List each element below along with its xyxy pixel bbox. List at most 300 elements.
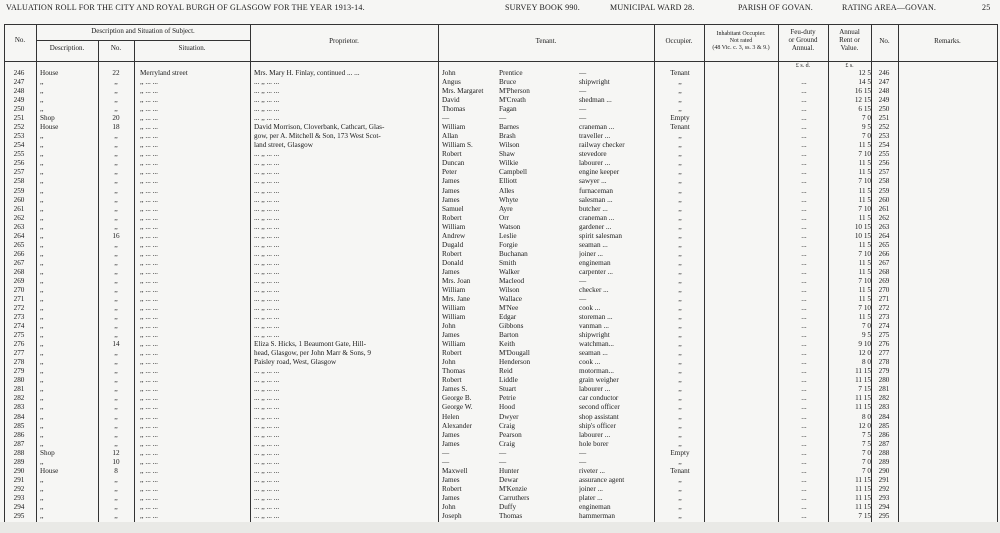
table-row [0,385,1000,394]
tenant-first-name: Alexander [442,421,472,430]
tenant-occupation: gardener ... [579,222,612,231]
table-row [0,431,1000,440]
feu-duty-cell: ... [801,439,807,448]
annual-rent-cell: 7 10 [858,304,871,313]
annual-rent-cell: 11 15 [855,394,871,403]
row-number: 247 [13,78,25,87]
tenant-surname: Craig [499,439,515,448]
row-number-right: 295 [878,511,890,520]
occupier-cell: ,, [678,367,682,376]
row-number: 273 [13,313,25,322]
table-row [0,78,1000,87]
annual-rent-cell: 11 5 [858,168,871,177]
tenant-occupation: seaman ... [579,240,608,249]
survey-book: SURVEY BOOK 990. [505,3,580,12]
occupier-cell: ,, [678,304,682,313]
occupier-cell: ,, [678,168,682,177]
situation-cell: ,, ... ... [140,276,158,285]
row-number: 284 [13,412,25,421]
tenant-first-name: Allan [442,132,458,141]
row-number: 285 [13,421,25,430]
occupier-cell: Tenant [670,123,690,132]
table-header [0,24,1000,62]
col-header-inhabitant [704,31,778,52]
street-number-cell: 14 [112,340,120,349]
occupier-cell: ,, [678,159,682,168]
description-cell: ,, [40,132,44,141]
row-number-right: 277 [878,349,890,358]
tenant-surname: Dwyer [499,412,519,421]
street-number-cell: 12 [112,448,120,457]
street-number-cell: ,, [114,240,118,249]
tenant-occupation: joiner ... [579,249,603,258]
row-number: 257 [13,168,25,177]
row-number-right: 274 [878,322,890,331]
proprietor-cell: ... ,, ... ... [254,96,280,105]
tenant-occupation: motorman... [579,367,614,376]
description-cell: ,, [40,412,44,421]
row-number: 286 [13,430,25,439]
tenant-first-name: James [442,267,460,276]
occupier-cell: ,, [678,231,682,240]
description-cell: ,, [40,222,44,231]
table-row [0,304,1000,313]
tenant-occupation: car conductor [579,394,619,403]
tenant-surname: Walker [499,267,520,276]
description-cell: ,, [40,358,44,367]
row-number-right: 282 [878,394,890,403]
tenant-occupation: joiner ... [579,484,603,493]
tenant-surname: Shaw [499,150,515,159]
street-number-cell: ,, [114,150,118,159]
feu-duty-cell: ... [801,213,807,222]
page-number: 25 [982,3,991,12]
tenant-surname: Stuart [499,385,517,394]
table-row [0,87,1000,96]
tenant-surname: Macleod [499,276,525,285]
description-cell: ,, [40,340,44,349]
tenant-surname: Gibbons [499,322,524,331]
tenant-surname: Barton [499,331,519,340]
row-number-right: 268 [878,267,890,276]
tenant-first-name: James [442,331,460,340]
situation-cell: ,, ... ... [140,186,158,195]
tenant-first-name: James [442,439,460,448]
proprietor-cell: ... ,, ... ... [254,457,280,466]
street-number-cell: ,, [114,168,118,177]
proprietor-cell: ... ,, ... ... [254,258,280,267]
tenant-first-name: Robert [442,349,462,358]
street-number-cell: ,, [114,258,118,267]
description-cell: ,, [40,457,44,466]
row-number: 266 [13,249,25,258]
proprietor-cell: ... ,, ... ... [254,304,280,313]
table-row [0,105,1000,114]
table-row [0,286,1000,295]
description-cell: ,, [40,349,44,358]
row-number: 265 [13,240,25,249]
tenant-occupation: — [579,87,587,96]
row-number: 291 [13,475,25,484]
tenant-first-name: — [442,448,450,457]
tenant-occupation: checker ... [579,285,609,294]
row-number: 282 [13,394,25,403]
proprietor-cell: ... ,, ... ... [254,105,280,114]
tenant-occupation: hole borer [579,439,609,448]
proprietor-cell: ... ,, ... ... [254,177,280,186]
situation-cell: ,, ... ... [140,502,158,511]
street-number-cell: ,, [114,195,118,204]
description-cell: ,, [40,511,44,520]
col-header-occupier: Occupier. [665,37,693,45]
tenant-surname: M'Dougall [499,349,530,358]
feu-duty-cell: ... [801,159,807,168]
proprietor-cell: land street, Glasgow [254,141,313,150]
description-cell: ,, [40,78,44,87]
annual-rent-cell: 11 15 [855,367,871,376]
annual-rent-cell: 11 5 [858,141,871,150]
occupier-cell: ,, [678,376,682,385]
row-number: 270 [13,285,25,294]
tenant-occupation: — [579,105,587,114]
table-row [0,232,1000,241]
description-cell: ,, [40,304,44,313]
table-row [0,123,1000,132]
description-cell: ,, [40,322,44,331]
tenant-first-name: William [442,285,466,294]
description-cell: ,, [40,267,44,276]
situation-cell: ,, ... ... [140,484,158,493]
occupier-cell: ,, [678,421,682,430]
street-number-cell: ,, [114,322,118,331]
proprietor-cell: ... ,, ... ... [254,421,280,430]
tenant-first-name: Mrs. Joan [442,276,471,285]
tenant-first-name: Mrs. Margaret [442,87,484,96]
feu-duty-cell: ... [801,484,807,493]
row-number-right: 260 [878,195,890,204]
roll-title: VALUATION ROLL FOR THE CITY AND ROYAL BURGH OF GLASGOW FOR THE YEAR 1913-14. [6,3,365,12]
tenant-occupation: railway checker [579,141,625,150]
description-cell: ,, [40,186,44,195]
row-number: 274 [13,322,25,331]
situation-cell: ,, ... ... [140,313,158,322]
feu-duty-cell: ... [801,204,807,213]
table-row [0,241,1000,250]
tenant-surname: Duffy [499,502,517,511]
tenant-first-name: Robert [442,376,462,385]
row-number: 263 [13,222,25,231]
proprietor-cell: ... ,, ... ... [254,385,280,394]
tenant-surname: Carruthers [499,493,530,502]
description-cell: ,, [40,376,44,385]
description-cell: ,, [40,276,44,285]
description-cell: ,, [40,141,44,150]
tenant-first-name: David [442,96,460,105]
table-row [0,503,1000,512]
municipal-ward: MUNICIPAL WARD 28. [610,3,695,12]
tenant-occupation: shedman ... [579,96,612,105]
tenant-first-name: Thomas [442,367,466,376]
occupier-cell: ,, [678,150,682,159]
situation-cell: ,, ... ... [140,123,158,132]
row-number: 288 [13,448,25,457]
tenant-surname: Edgar [499,313,517,322]
street-number-cell: ,, [114,213,118,222]
description-cell: ,, [40,177,44,186]
description-cell: ,, [40,394,44,403]
street-number-cell: ,, [114,304,118,313]
row-number-right: 261 [878,204,890,213]
street-number-cell: ,, [114,222,118,231]
tenant-occupation: spirit salesman [579,231,622,240]
tenant-first-name: John [442,69,456,77]
row-number: 281 [13,385,25,394]
tenant-surname: Campbell [499,168,527,177]
proprietor-cell: ... ,, ... ... [254,493,280,502]
row-number-right: 246 [878,69,890,77]
row-number-right: 247 [878,78,890,87]
row-number-right: 255 [878,150,890,159]
tenant-first-name: James [442,475,460,484]
description-cell: ,, [40,430,44,439]
street-number-cell: 16 [112,231,120,240]
situation-cell: ,, ... ... [140,96,158,105]
row-number: 262 [13,213,25,222]
tenant-first-name: William [442,123,466,132]
tenant-surname: Dewar [499,475,519,484]
col-header-situation: Situation. [178,44,206,52]
proprietor-cell: ... ,, ... ... [254,150,280,159]
street-number-cell: ,, [114,159,118,168]
annual-rent-cell: 11 5 [858,240,871,249]
occupier-cell: ,, [678,475,682,484]
feu-duty-cell: ... [801,511,807,520]
feu-duty-cell: ... [801,295,807,303]
situation-cell: ,, ... ... [140,231,158,240]
inhabitant-line-2: Not rated [729,38,753,44]
tenant-first-name: Maxwell [442,466,468,475]
situation-cell: ,, ... ... [140,475,158,484]
tenant-occupation: shipwright [579,331,610,340]
situation-cell: ,, ... ... [140,258,158,267]
annual-rent-cell: 11 15 [855,403,871,412]
tenant-occupation: craneman ... [579,123,615,132]
occupier-cell: ,, [678,322,682,331]
tenant-first-name: Dugald [442,240,464,249]
table-row [0,96,1000,105]
proprietor-cell: ... ,, ... ... [254,484,280,493]
description-cell: ,, [40,213,44,222]
tenant-first-name: George B. [442,394,472,403]
parish: PARISH OF GOVAN. [738,3,814,12]
table-row [0,449,1000,458]
page-bottom-margin [0,522,1000,533]
feu-duty-cell: ... [801,276,807,285]
row-number-right: 264 [878,231,890,240]
situation-cell: ,, ... ... [140,204,158,213]
occupier-cell: ,, [678,412,682,421]
occupier-cell: ,, [678,331,682,340]
proprietor-cell: ... ,, ... ... [254,231,280,240]
annual-rent-cell: 7 0 [862,132,871,141]
row-number: 287 [13,439,25,448]
tenant-surname: Brash [499,132,516,141]
tenant-occupation: sawyer ... [579,177,607,186]
row-number-right: 287 [878,439,890,448]
table-row [0,150,1000,159]
annual-rent-cell: 7 5 [862,430,871,439]
tenant-first-name: — [442,457,450,466]
tenant-first-name: Robert [442,150,462,159]
tenant-surname: — [499,114,507,123]
tenant-first-name: Samuel [442,204,464,213]
proprietor-cell: Eliza S. Hicks, 1 Beaumont Gate, Hill- [254,340,366,349]
feu-duty-cell: ... [801,367,807,376]
tenant-occupation: vanman ... [579,322,609,331]
tenant-first-name: Donald [442,258,464,267]
street-number-cell: ,, [114,87,118,96]
street-number-cell: ,, [114,475,118,484]
feu-duty-cell: ... [801,376,807,385]
row-number-right: 292 [878,484,890,493]
feu-duty-cell: ... [801,222,807,231]
table-row [0,376,1000,385]
tenant-surname: — [499,457,507,466]
description-cell: ,, [40,313,44,322]
row-number: 276 [13,340,25,349]
tenant-first-name: Helen [442,412,460,421]
row-number: 279 [13,367,25,376]
feu-duty-cell: ... [801,150,807,159]
description-cell: ,, [40,285,44,294]
table-row [0,250,1000,259]
occupier-cell: Tenant [670,69,690,77]
proprietor-cell: ... ,, ... ... [254,412,280,421]
occupier-cell: ,, [678,222,682,231]
street-number-cell: 20 [112,114,120,123]
row-number: 293 [13,493,25,502]
occupier-cell: ,, [678,213,682,222]
tenant-first-name: Duncan [442,159,465,168]
inhabitant-line-1: Inhabitant Occupier. [716,31,766,37]
annual-rent-cell: 11 5 [858,313,871,322]
proprietor-cell: Paisley road, West, Glasgow [254,358,337,367]
feu-duty-cell: ... [801,249,807,258]
proprietor-cell: gow, per A. Mitchell & Son, 173 West Scot- [254,132,381,141]
situation-cell: ,, ... ... [140,322,158,331]
row-number: 259 [13,186,25,195]
feu-duty-cell: ... [801,96,807,105]
situation-cell: ,, ... ... [140,195,158,204]
situation-cell: ,, ... ... [140,240,158,249]
tenant-first-name: — [442,114,450,123]
row-number-right: 278 [878,358,890,367]
tenant-surname: Wilson [499,285,520,294]
annual-rent-cell: 9 5 [862,331,871,340]
row-number-right: 281 [878,385,890,394]
annual-rent-cell: 12 0 [858,349,871,358]
col-header-no: No. [14,36,26,44]
proprietor-cell: ... ,, ... ... [254,367,280,376]
occupier-cell: ,, [678,258,682,267]
table-row [0,367,1000,376]
tenant-surname: Barnes [499,123,519,132]
street-number-cell: ,, [114,358,118,367]
occupier-cell: ,, [678,96,682,105]
street-number-cell: ,, [114,204,118,213]
feu-line-3: Annual. [791,44,815,52]
tenant-occupation: shipwright [579,78,610,87]
annual-rent-cell: 10 15 [854,222,871,231]
tenant-first-name: William [442,304,466,313]
situation-cell: ,, ... ... [140,511,158,520]
street-number-cell: ,, [114,502,118,511]
street-number-cell: ,, [114,385,118,394]
occupier-cell: ,, [678,457,682,466]
row-number: 264 [13,231,25,240]
table-row [0,159,1000,168]
occupier-cell: ,, [678,358,682,367]
proprietor-cell: ... ,, ... ... [254,159,280,168]
row-number-right: 267 [878,258,890,267]
tenant-occupation: — [579,114,587,123]
tenant-occupation: watchman... [579,340,614,349]
proprietor-cell: ... ,, ... ... [254,430,280,439]
occupier-cell: ,, [678,430,682,439]
tenant-occupation: riveter ... [579,466,605,475]
row-number-right: 269 [878,276,890,285]
proprietor-cell: ... ,, ... ... [254,222,280,231]
situation-cell: ,, ... ... [140,249,158,258]
row-number: 269 [13,276,25,285]
occupier-cell: ,, [678,195,682,204]
feu-duty-cell: ... [801,123,807,132]
occupier-cell: ,, [678,439,682,448]
proprietor-cell: ... ,, ... ... [254,285,280,294]
description-cell: ,, [40,96,44,105]
occupier-cell: Empty [670,114,690,123]
proprietor-cell: ... ,, ... ... [254,213,280,222]
occupier-cell: ,, [678,132,682,141]
table-row [0,485,1000,494]
table-row [0,187,1000,196]
description-cell: House [40,69,59,77]
tenant-first-name: William [442,313,466,322]
tenant-occupation: cook ... [579,358,601,367]
street-number-cell: ,, [114,141,118,150]
row-number-right: 266 [878,249,890,258]
tenant-surname: Henderson [499,358,531,367]
proprietor-cell: ... ,, ... ... [254,195,280,204]
col-header-number: No. [110,44,122,52]
feu-money-units: £ s. d. [795,63,811,69]
row-number-right: 290 [878,466,890,475]
street-number-cell: ,, [114,186,118,195]
tenant-first-name: William S. [442,141,473,150]
situation-cell: ,, ... ... [140,430,158,439]
annual-rent-cell: 7 0 [862,457,871,466]
description-cell: ,, [40,295,44,303]
situation-cell: ,, ... ... [140,403,158,412]
tenant-surname: Forgie [499,240,518,249]
proprietor-cell: ... ,, ... ... [254,204,280,213]
proprietor-cell: ... ,, ... ... [254,240,280,249]
row-number-right: 288 [878,448,890,457]
street-number-cell: ,, [114,493,118,502]
tenant-occupation: shop assistant [579,412,619,421]
row-number: 294 [13,502,25,511]
feu-duty-cell: ... [801,358,807,367]
